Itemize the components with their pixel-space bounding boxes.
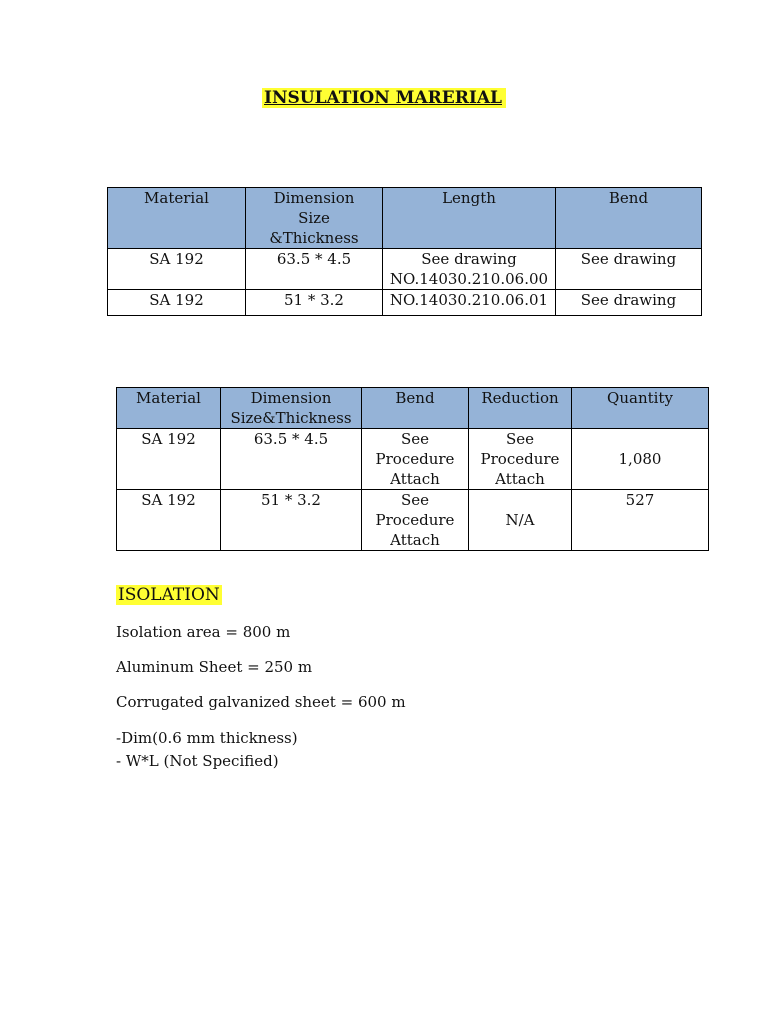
column-header: Length bbox=[383, 188, 556, 249]
table-cell: 63.5 * 4.5 bbox=[221, 429, 362, 490]
table-cell: See Procedure Attach bbox=[362, 429, 469, 490]
table-cell: 63.5 * 4.5 bbox=[246, 249, 383, 290]
table-row bbox=[117, 490, 709, 551]
column-header: Material bbox=[108, 188, 246, 249]
title-text: INSULATION MARERIAL bbox=[262, 88, 506, 108]
column-header: Material bbox=[117, 388, 221, 429]
isolation-line: Isolation area = 800 m bbox=[116, 623, 291, 641]
table-header-row bbox=[117, 388, 709, 429]
table-cell: 51 * 3.2 bbox=[221, 490, 362, 551]
table-cell: SA 192 bbox=[117, 490, 221, 551]
table-cell: 527 bbox=[572, 490, 709, 551]
table-bend-reduction-quantity bbox=[116, 387, 709, 551]
table-cell: 1,080 bbox=[572, 429, 709, 490]
column-header: Bend bbox=[556, 188, 702, 249]
table-dimensions-length bbox=[107, 187, 702, 316]
isolation-heading bbox=[116, 585, 222, 605]
table-cell: SA 192 bbox=[108, 290, 246, 316]
table-cell: 51 * 3.2 bbox=[246, 290, 383, 316]
table-cell: SA 192 bbox=[117, 429, 221, 490]
page-title bbox=[0, 88, 768, 108]
column-header: Bend bbox=[362, 388, 469, 429]
column-header: Dimension Size &Thickness bbox=[246, 188, 383, 249]
table-cell: See drawing NO.14030.210.06.00 bbox=[383, 249, 556, 290]
column-header: Quantity bbox=[572, 388, 709, 429]
isolation-line: - W*L (Not Specified) bbox=[116, 752, 279, 770]
table-cell: See Procedure Attach bbox=[362, 490, 469, 551]
table-row bbox=[117, 429, 709, 490]
table-cell: See drawing bbox=[556, 249, 702, 290]
table-row bbox=[108, 249, 702, 290]
table-cell: See drawing bbox=[556, 290, 702, 316]
table-cell: NO.14030.210.06.01 bbox=[383, 290, 556, 316]
table-header-row bbox=[108, 188, 702, 249]
table-cell: SA 192 bbox=[108, 249, 246, 290]
table-row bbox=[108, 290, 702, 316]
column-header: Reduction bbox=[469, 388, 572, 429]
column-header: Dimension Size&Thickness bbox=[221, 388, 362, 429]
isolation-line: Corrugated galvanized sheet = 600 m bbox=[116, 693, 406, 711]
table-cell: See Procedure Attach bbox=[469, 429, 572, 490]
table-cell: N/A bbox=[469, 490, 572, 551]
isolation-heading-text: ISOLATION bbox=[118, 585, 220, 605]
isolation-line: Aluminum Sheet = 250 m bbox=[116, 658, 313, 676]
isolation-line: -Dim(0.6 mm thickness) bbox=[116, 729, 298, 747]
